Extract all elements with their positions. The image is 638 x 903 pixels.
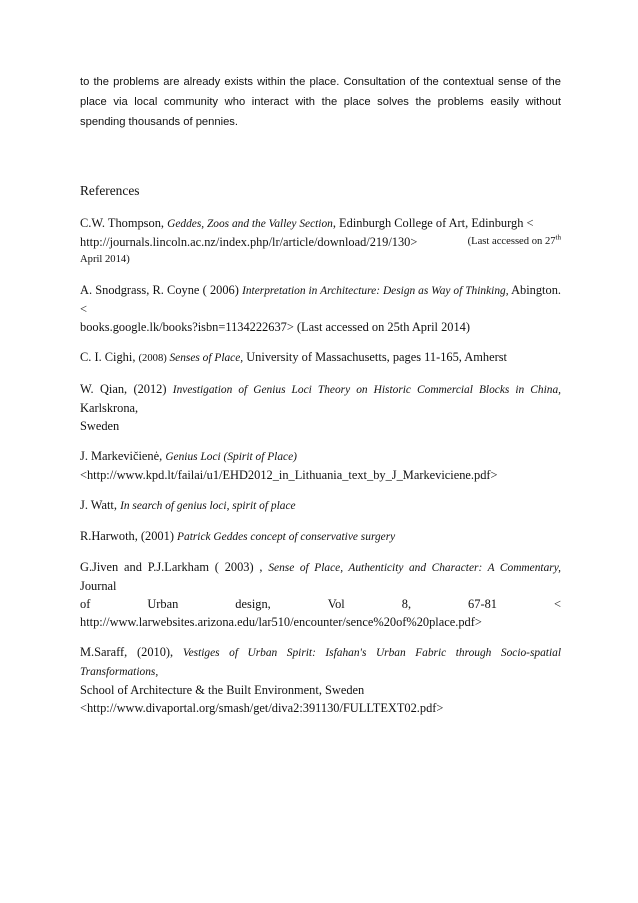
references-heading: References — [80, 183, 140, 198]
ref-author: M.Saraff, (2010), — [80, 645, 183, 659]
reference-qian — [80, 380, 561, 435]
ref-access: (Last accessed on 27th — [467, 233, 561, 247]
ref-access-sup: th — [555, 233, 561, 242]
ref-publisher: Abington. < — [80, 283, 561, 316]
ref-word: of — [80, 597, 91, 611]
reference-cighi — [80, 348, 561, 368]
ref-journal-line — [80, 595, 561, 613]
ref-url[interactable]: <http://www.kpd.lt/failai/u1/EHD2012_in_Lithuania_text_by_J_Markeviciene.pdf> — [80, 468, 498, 482]
ref-title: Vestiges of Urban Spirit: Isfahan's Urban Fabric through Socio-spatial Transformations, — [80, 647, 561, 678]
ref-word: 8, — [401, 597, 412, 611]
ref-title: Investigation of Genius Loci Theory on Historic Commercial Blocks in China, — [172, 384, 561, 396]
document-page — [80, 72, 561, 717]
ref-publisher: School of Architecture & the Built Environment, Sweden — [80, 683, 365, 697]
ref-url[interactable]: http://www.larwebsites.arizona.edu/lar510/encounter/sence%20of%20place.pdf> — [80, 615, 482, 629]
ref-publisher: Journal — [80, 579, 117, 593]
ref-title: Geddes, Zoos and the Valley Section — [167, 218, 333, 230]
ref-author: G.Jiven and P.J.Larkham ( 2003) , — [80, 560, 269, 574]
ref-title: Interpretation in Architecture: Design as Way of Thinking, — [242, 285, 509, 297]
ref-title: Senses of Place, — [169, 352, 244, 364]
ref-url[interactable]: books.google.lk/books?isbn=1134222637> (Last accessed on 25th April 2014) — [80, 320, 471, 334]
ref-publisher: Karlskrona, — [80, 401, 139, 415]
ref-url-line — [80, 233, 561, 251]
ref-author: C.W. Thompson, — [80, 216, 168, 230]
ref-title: Patrick Geddes concept of conservative surgery — [177, 531, 396, 543]
ref-publisher: University of Massachusetts, pages 11-165, Amherst — [243, 350, 507, 364]
reference-snodgrass — [80, 281, 561, 336]
ref-author: J. Markevičienė, — [80, 449, 166, 463]
reference-jiven — [80, 558, 561, 631]
reference-thompson — [80, 214, 561, 269]
ref-access-date: April 2014) — [80, 254, 130, 265]
reference-watt — [80, 496, 561, 515]
ref-title: Genius Loci (Spirit of Place) — [165, 451, 297, 463]
reference-harwoth — [80, 527, 561, 546]
ref-author: C. I. Cighi, — [80, 350, 139, 364]
ref-place: Sweden — [80, 419, 120, 433]
ref-author: J. Watt, — [80, 498, 121, 512]
ref-word: design, — [235, 597, 271, 611]
reference-saraff — [80, 643, 561, 717]
ref-url[interactable]: <http://www.divaportal.org/smash/get/diva2:391130/FULLTEXT02.pdf> — [80, 701, 444, 715]
ref-url[interactable]: http://journals.lincoln.ac.nz/index.php/lr/article/download/219/130> — [80, 235, 418, 249]
ref-author: W. Qian, (2012) — [80, 382, 173, 396]
ref-title: Sense of Place, Authenticity and Character: A Commentary, — [268, 562, 561, 574]
ref-word: < — [553, 597, 561, 611]
ref-word: Vol — [327, 597, 345, 611]
ref-author: A. Snodgrass, R. Coyne ( 2006) — [80, 283, 243, 297]
intro-paragraph: to the problems are already exists within the place. Consultation of the contextual sense of the place via local community who interact with the place solves the problems easily without spending thousands of pennies. — [80, 76, 561, 128]
ref-year: (2008) — [138, 353, 170, 364]
ref-author: R.Harwoth, (2001) — [80, 529, 178, 543]
ref-publisher: , Edinburgh College of Art, Edinburgh < — [332, 216, 534, 230]
ref-word: Urban — [147, 597, 179, 611]
ref-title: In search of genius loci, spirit of place — [120, 500, 296, 512]
ref-word: 67-81 — [468, 597, 497, 611]
reference-markeviciene — [80, 447, 561, 484]
